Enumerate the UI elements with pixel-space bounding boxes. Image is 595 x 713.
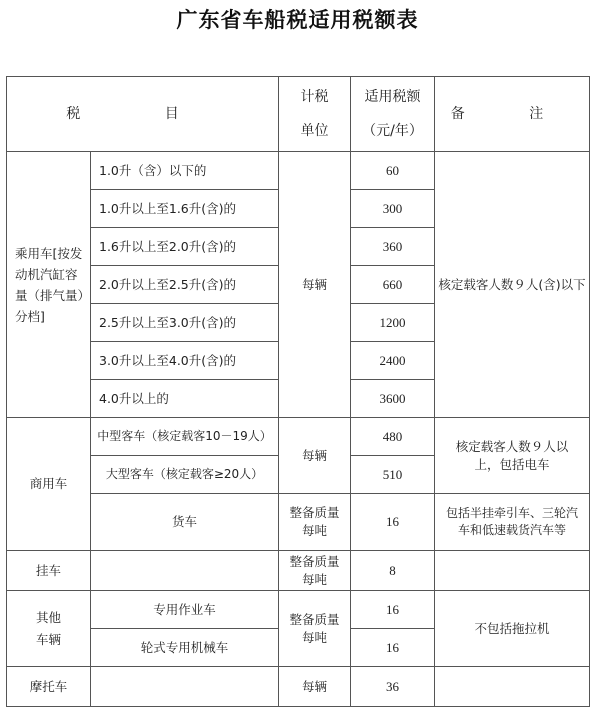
passenger-amount-3: 660 xyxy=(351,266,435,304)
passenger-remark: 核定载客人数９人(含)以下 xyxy=(435,152,590,418)
passenger-amount-2: 360 xyxy=(351,228,435,266)
other-category xyxy=(7,591,91,667)
large-bus-amount: 510 xyxy=(351,456,435,494)
bus-remark: 核定载客人数９人以上，包括电车 xyxy=(435,418,590,494)
header-row xyxy=(7,77,590,152)
table-row xyxy=(7,551,590,591)
table-row xyxy=(7,591,590,629)
large-bus-item: 大型客车（核定载客≥20人） xyxy=(91,456,279,494)
motorcycle-item-empty xyxy=(91,667,279,707)
motorcycle-category: 摩托车 xyxy=(7,667,91,707)
medium-bus-item: 中型客车（核定载客10－19人） xyxy=(91,418,279,456)
header-item-text: 税 目 xyxy=(66,106,219,122)
motorcycle-unit: 每辆 xyxy=(279,667,351,707)
trailer-amount: 8 xyxy=(351,551,435,591)
passenger-item-0: 1.0升（含）以下的 xyxy=(91,152,279,190)
passenger-amount-0: 60 xyxy=(351,152,435,190)
header-amount-line1: 适用税额 xyxy=(364,89,421,105)
table-row xyxy=(7,418,590,456)
table-row xyxy=(7,667,590,707)
header-amount xyxy=(351,77,435,152)
passenger-amount-1: 300 xyxy=(351,190,435,228)
passenger-item-1: 1.0升以上至1.6升(含)的 xyxy=(91,190,279,228)
passenger-category: 乘用车[按发动机汽缸容量（排气量）分档] xyxy=(7,152,91,418)
trailer-unit: 整备质量每吨 xyxy=(279,551,351,591)
other-category-line2: 车辆 xyxy=(35,631,61,647)
truck-amount: 16 xyxy=(351,494,435,551)
other-item-0: 专用作业车 xyxy=(91,591,279,629)
header-unit-line2: 单位 xyxy=(300,123,329,139)
header-unit xyxy=(279,77,351,152)
other-category-line1: 其他 xyxy=(35,609,61,625)
tax-table xyxy=(6,76,590,707)
other-amount-0: 16 xyxy=(351,591,435,629)
header-amount-line2: （元/年） xyxy=(362,123,423,139)
trailer-remark-empty xyxy=(435,551,590,591)
header-item xyxy=(7,77,279,152)
passenger-item-4: 2.5升以上至3.0升(含)的 xyxy=(91,304,279,342)
bus-unit: 每辆 xyxy=(279,418,351,494)
motorcycle-remark-empty xyxy=(435,667,590,707)
other-remark: 不包括拖拉机 xyxy=(435,591,590,667)
medium-bus-amount: 480 xyxy=(351,418,435,456)
header-remark-text: 备 注 xyxy=(450,106,574,122)
passenger-amount-4: 1200 xyxy=(351,304,435,342)
passenger-item-2: 1.6升以上至2.0升(含)的 xyxy=(91,228,279,266)
truck-remark: 包括半挂牵引车、三轮汽车和低速载货汽车等 xyxy=(435,494,590,551)
passenger-item-6: 4.0升以上的 xyxy=(91,380,279,418)
passenger-item-5: 3.0升以上至4.0升(含)的 xyxy=(91,342,279,380)
passenger-item-3: 2.0升以上至2.5升(含)的 xyxy=(91,266,279,304)
passenger-amount-6: 3600 xyxy=(351,380,435,418)
header-unit-line1: 计税 xyxy=(300,89,329,105)
truck-unit: 整备质量每吨 xyxy=(279,494,351,551)
other-unit: 整备质量每吨 xyxy=(279,591,351,667)
page-title: 广东省车船税适用税额表 xyxy=(176,8,419,32)
passenger-amount-5: 2400 xyxy=(351,342,435,380)
table-row xyxy=(7,494,590,551)
commercial-category: 商用车 xyxy=(7,418,91,551)
other-item-1: 轮式专用机械车 xyxy=(91,629,279,667)
table-row xyxy=(7,152,590,190)
truck-item: 货车 xyxy=(91,494,279,551)
trailer-item-empty xyxy=(91,551,279,591)
trailer-category: 挂车 xyxy=(7,551,91,591)
other-amount-1: 16 xyxy=(351,629,435,667)
motorcycle-amount: 36 xyxy=(351,667,435,707)
header-remark xyxy=(435,77,590,152)
passenger-unit: 每辆 xyxy=(279,152,351,418)
